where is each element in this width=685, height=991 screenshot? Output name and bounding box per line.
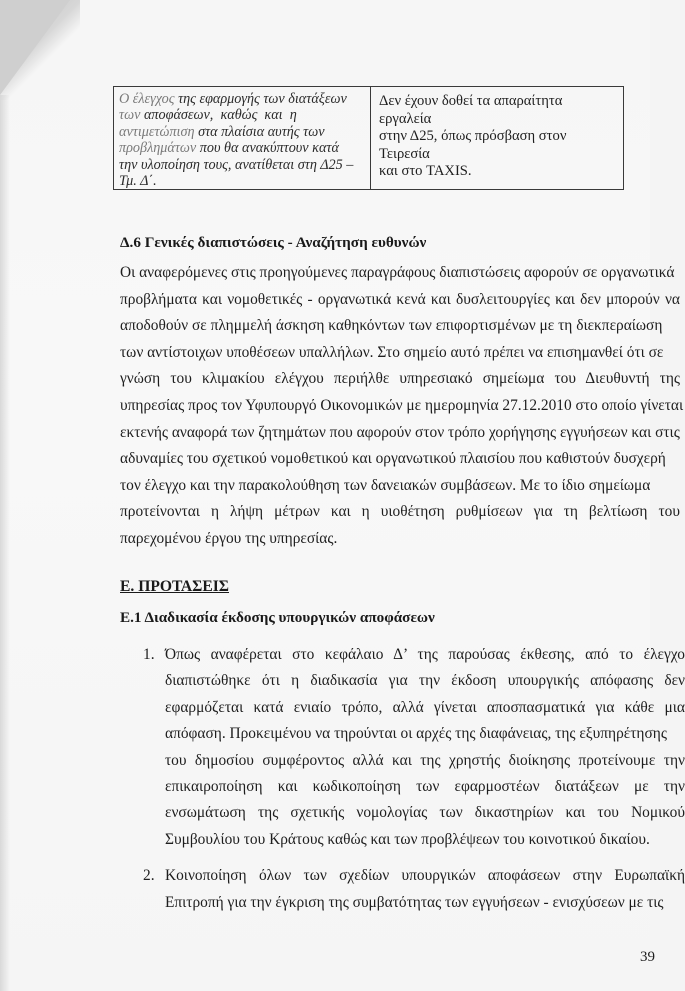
findings-table [113,86,624,190]
list-item [143,863,685,916]
list-item-line: Κοινοποίηση όλων των σχεδίων υπουργικών αποφάσεων στην Ευρωπαϊκή [165,867,685,885]
folded-corner [0,0,70,95]
page-edge-shadow [0,95,10,991]
paragraph-line: εκτενής αναφορά των ζητημάτων που αφορούν στον τρόπο χορήγησης εγγυήσεων και στις [120,423,680,441]
table-cell-line: Ο έλεγχος της εφαρμογής των διατάξεων [119,91,347,107]
paragraph-line: προτείνονται η λήψη μέτρων και η υιοθέτηση ρυθμίσεων για τη βελτίωση του [120,503,680,521]
list-item-number: 2. [143,867,155,885]
list-item-number: 1. [143,646,155,663]
table-cell-missing-tools [371,87,623,189]
paragraph-line: αποδοθούν σε πλημμελή άσκηση καθηκόντων των επιφορτισμένων με τη διεκπεραίωση [120,317,663,335]
paragraph-line: αδυναμίες του σχετικού νομοθετικού και οργανωτικού πλαισίου που καθιστούν δυσχερή [120,450,666,468]
table-cell-line: αντιμετώπιση στα πλαίσια αυτής των [119,123,325,140]
list-item-line: επικαιροποίηση και κωδικοποίηση των εφαρμοστέων διατάξεων με την [165,777,685,795]
table-cell-line: στην Δ25, όπως πρόσβαση στον Τειρεσία [379,128,567,162]
table-cell-line: και στο TAXIS. [379,163,472,179]
paragraph-line: Οι αναφερόμενες στις προηγούμενες παραγράφους διαπιστώσεις αφορούν σε οργανωτικά [120,264,675,281]
list-item [143,642,685,853]
list-item-line: Όπως αναφέρεται στο κεφάλαιο Δ’ της παρούσας έκθεσης, από το έλεγχο [165,646,685,663]
list-item-line: ενσωμάτωση της σχετικής νομολογίας των δικαστηρίων και του Νομικού [165,804,685,822]
list-item-line: διαπιστώθηκε ότι η διαδικασία για την έκδοση υπουργικής απόφασης δεν [165,672,685,690]
paragraph-line: των αντίστοιχων υποθέσεων υπαλλήλων. Στο σημείο αυτό πρέπει να επισημανθεί ότι σε [120,343,664,361]
paragraph-line: τον έλεγχο και την παρακολούθηση των δανειακών συμβάσεων. Με το ίδιο σημείωμα [120,476,651,494]
section-heading-d6: Δ.6 Γενικές διαπιστώσεις - Αναζήτηση ευθυνών [120,234,427,251]
paragraph-line: παρεχομένου έργου της υπηρεσίας. [120,529,338,547]
list-item-line: απόφαση. Προκειμένου να τηρούνται οι αρχές της διαφάνειας, της εξυπηρέτησης [165,725,667,743]
section-heading-e1: Ε.1 Διαδικασία έκδοσης υπουργικών αποφάσεων [120,609,435,626]
table-cell-line: Δεν έχουν δοθεί τα απαραίτητα εργαλεία [379,93,563,127]
table-cell-line: την υλοποίηση τους, ανατίθεται στη Δ25 – [119,156,354,173]
table-cell-line: των αποφάσεων, καθώς και η [119,107,297,124]
table-cell-control-responsibility [114,87,371,189]
paragraph-line: προβλήματα και νομοθετικές - οργανωτικά κενά και δυσλειτουργίες και δεν μπορούν να [120,290,680,308]
list-item-line: εφαρμόζεται κατά ενιαίο τρόπο, αλλά γίνεται αποσπασματικά για κάθε μια [165,698,685,716]
table-cell-line: προβλημάτων που θα ανακύπτουν κατά [119,140,339,157]
table-cell-line: Τμ. Δ΄. [119,173,157,190]
page-number: 39 [640,949,655,965]
paragraph-line: γνώση του κλιμακίου ελέγχου περιήλθε υπηρεσιακό σημείωμα του Διευθυντή της [120,370,680,388]
chapter-heading-proposals: Ε. ΠΡΟΤΑΣΕΙΣ [120,578,229,595]
list-item-line: Συμβουλίου του Κράτους καθώς και των προβλέψεων του κοινοτικού δικαίου. [165,830,650,848]
list-item-line: του δημοσίου συμφέροντος αλλά και της χρηστής διοίκησης προτείνουμε την [165,751,685,769]
section-d6-paragraph [120,260,684,553]
proposals-list [143,642,685,916]
paragraph-line: υπηρεσίας προς τον Υφυπουργό Οικονομικών με ημερομηνία 27.12.2010 στο οποίο γίνεται [120,396,684,414]
list-item-line: Επιτροπή για την έγκριση της συμβατότητας των εγγυήσεων - ενισχύσεων με τις [165,893,664,911]
